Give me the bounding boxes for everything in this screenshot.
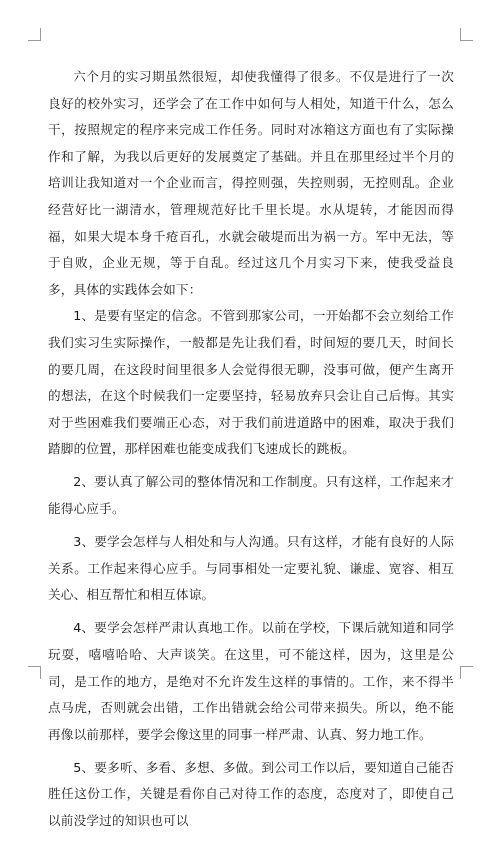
paragraph-point-2: 2、要认真了解公司的整体情况和工作制度。只有这样，工作起来才能得心应手。 (48, 474, 454, 516)
crop-mark-top-right (460, 28, 473, 41)
paragraph-point-3: 3、要学会怎样与人相处和与人沟通。只有这样，才能有良好的人际关系。工作起来得心应手。与同事相处一定要礼貌、谦虚、宽容、相互关心、相互帮忙和相互体谅。 (48, 534, 454, 603)
paragraph-intro: 六个月的实习期虽然很短，却使我懂得了很多。不仅是进行了一次良好的校外实习，还学会了在工作中如何与人相处，知道干什么，怎么干，按照规定的程序来完成工作任务。同时对冰箱这方面也有了实际操作和了解，为我以后更好的发展奠定了基础。并且在那里经过半个月的培训让我知道对一个企业而言，得控则强，失控则弱，无控则乱。企业经营好比一湖清水，管理规范好比千里长堤。水从堤转，才能因而得福，如果大堤本身千疮百孔，水就会破堤而出为祸一方。军中无法，等于自败，企业无规，等于自乱。经过这几个月实习下来，使我受益良多，具体的实践体会如下： (48, 69, 454, 297)
crop-mark-top-left (28, 28, 41, 41)
document-body (48, 64, 454, 841)
crop-mark-bottom-left (28, 666, 41, 679)
paragraph-point-1: 1、是要有坚定的信念。不管到那家公司，一开始都不会立刻给工作我们实习生实际操作，一般都是先让我们看，时间短的要几天，时间长的要几周，在这段时间里很多人会觉得很无聊，没事可做，便产生离开的想法，在这个时候我们一定要坚持，轻易放弃只会让自己后悔。其实对于些困难我们要端正心态，对于我们前进道路中的困难，取决于我们踏脚的位置，那样困难也能变成我们飞速成长的跳板。 (48, 308, 454, 457)
crop-mark-bottom-right (460, 666, 473, 679)
paragraph-point-4: 4、要学会怎样严肃认真地工作。以前在学校，下课后就知道和同学玩耍，嘻嘻哈哈、大声谈笑。在这里，可不能这样，因为，这里是公司，是工作的地方，是绝对不允许发生这样的事情的。工作，来不得半点马虎，否则就会出错，工作出错就会给公司带来损失。所以，绝不能再像以前那样，要学会像这里的同事一样严肃、认真、努力地工作。 (48, 620, 454, 742)
paragraph-point-5: 5、要多听、多看、多想、多做。到公司工作以后，要知道自己能否胜任这份工作，关键是看你自己对待工作的态度，态度对了，即使自己以前没学过的知识也可以 (48, 759, 454, 829)
